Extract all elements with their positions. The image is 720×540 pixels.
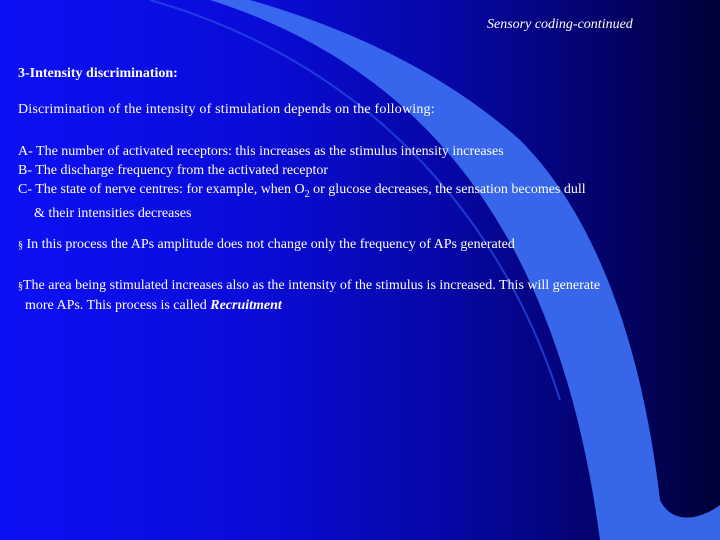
list-item-a: A- The number of activated receptors: this increases as the stimulus intensity increases xyxy=(18,144,504,159)
list-item-c xyxy=(18,180,586,204)
section-heading: 3-Intensity discrimination: xyxy=(18,66,178,81)
list-item-b: B- The discharge frequency from the activated receptor xyxy=(18,163,329,178)
recruitment-term: Recruitment xyxy=(210,298,282,313)
note-recruitment-text: The area being stimulated increases also as the intensity of the stimulus is increased. This will generate xyxy=(23,278,601,293)
oxygen-subscript: 2 xyxy=(304,188,310,200)
section-bullet-icon: § xyxy=(18,240,23,251)
intro-text: Discrimination of the intensity of stimulation depends on the following: xyxy=(18,102,435,117)
list-item-c-continuation: & their intensities decreases xyxy=(34,205,192,221)
list-item-c-text: C- The state of nerve centres: for example, when O xyxy=(18,182,305,197)
note-amplitude-text: In this process the APs amplitude does not change only the frequency of APs generated xyxy=(23,237,515,252)
section-bullet-icon: § xyxy=(18,281,23,292)
note-recruitment-line1 xyxy=(18,276,600,296)
factor-list xyxy=(18,142,586,223)
note-amplitude xyxy=(18,237,515,253)
note-recruitment-line2 xyxy=(18,296,600,315)
slide-subtitle: Sensory coding-continued xyxy=(487,17,633,32)
note-recruitment xyxy=(18,276,600,315)
list-item-c-text-rest: or glucose decreases, the sensation becomes dull xyxy=(309,182,586,197)
note-recruitment-text-2: more APs. This process is called xyxy=(25,298,211,313)
